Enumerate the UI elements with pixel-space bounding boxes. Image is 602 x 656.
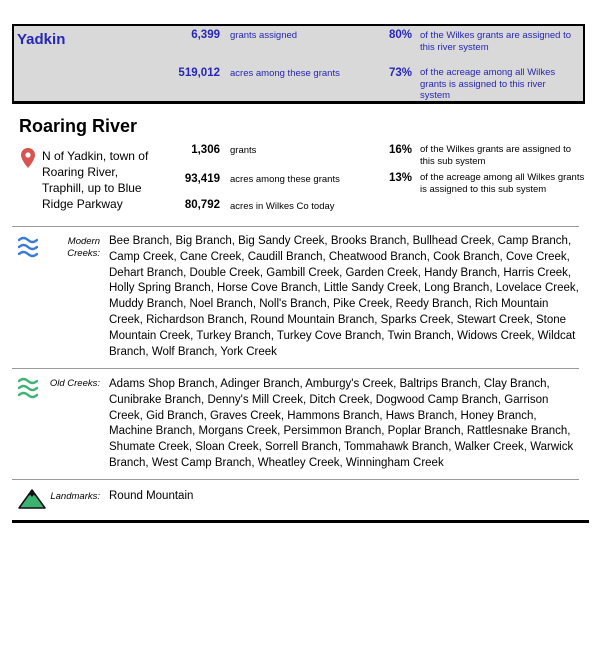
subsystem-acres-today: 80,792 xyxy=(184,199,220,211)
landmarks-list: Round Mountain xyxy=(109,490,194,502)
river-acres-pct-desc: of the acreage among all Wilkes grants is assigned to this river system xyxy=(420,67,556,101)
modern-creeks-label: Modern Creeks: xyxy=(67,236,100,259)
subsystem-acres-label: acres among these grants xyxy=(230,174,340,185)
river-grants-pct-desc: of the Wilkes grants are assigned to this river system xyxy=(420,30,572,53)
landmarks-label: Landmarks: xyxy=(50,491,100,502)
subsystem-acres-pct-desc: of the acreage among all Wilkes grants is assigned to this sub system xyxy=(420,172,585,195)
river-grants-count: 6,399 xyxy=(191,29,220,41)
subsystem-acres-today-label: acres in Wilkes Co today xyxy=(230,201,335,212)
old-creeks-label: Old Creeks: xyxy=(49,378,100,389)
river-grants-pct: 80% xyxy=(389,29,413,41)
old-creeks-list: Adams Shop Branch, Adinger Branch, Amburgy's Creek, Baltrips Branch, Clay Branch, Cunibrake Branch, Denny's Mill Creek, Ditch Creek, Dogwood Camp Branch, Garrison Creek, Gid Branch, Graves Creek, Hammons Branch, Haws Branch, Honey Branch, Machine Branch, Morgans Creek, Persimmon Branch, Poplar Branch, Rattlesnake Branch, Shumate Creek, Sloan Creek, Sorrell Branch, Tommahawk Branch, Walker Creek, Warwick Branch, West Camp Branch, Wheatley Creek, Winningham Creek xyxy=(109,378,574,469)
subsystem-acres: 93,419 xyxy=(184,173,220,185)
river-grants-label: grants assigned xyxy=(230,30,298,41)
subsystem-grants-label: grants xyxy=(230,145,257,156)
section-divider xyxy=(12,368,579,369)
river-name: Yadkin xyxy=(17,31,66,48)
section-divider xyxy=(12,479,579,480)
subsystem-grants-pct-desc: of the Wilkes grants are assigned to this sub system xyxy=(420,144,572,167)
location-pin-icon xyxy=(21,148,35,168)
subsystem-acres-pct: 13% xyxy=(389,172,413,184)
subsystem-grants-pct: 16% xyxy=(389,144,413,156)
river-acres-label: acres among these grants xyxy=(230,68,340,79)
bottom-rule xyxy=(12,520,589,523)
river-acres-pct: 73% xyxy=(389,67,413,79)
water-waves-icon xyxy=(18,377,38,399)
water-waves-icon xyxy=(18,236,38,258)
subsystem-location: N of Yadkin, town of Roaring River, Traphill, up to Blue Ridge Parkway xyxy=(42,149,149,211)
river-acres: 519,012 xyxy=(178,67,220,79)
mountain-icon xyxy=(18,487,46,509)
subsystem-title: Roaring River xyxy=(19,116,138,136)
modern-creeks-list: Bee Branch, Big Branch, Big Sandy Creek, Brooks Branch, Bullhead Creek, Camp Branch, Camp Creek, Cane Creek, Caudill Branch, Cheatwood Branch, Cook Branch, Cove Creek, Dehart Branch, Double Creek, Gambill Creek, Garden Creek, Handy Branch, Harris Creek, Holly Spring Branch, Horse Cove Branch, Little Sandy Creek, Long Branch, Lovelace Creek, Muddy Branch, Noel Branch, Noll's Branch, Pike Creek, Reedy Branch, Rich Mountain Creek, Richardson Branch, Round Mountain Branch, Sparks Creek, Stewart Creek, Stone Mountain Creek, Turkey Branch, Turkey Cove Branch, Twin Branch, Widows Creek, Wildcat Branch, Wolf Branch, York Creek xyxy=(109,235,579,358)
section-divider xyxy=(12,226,579,227)
subsystem-grants-count: 1,306 xyxy=(191,144,220,156)
